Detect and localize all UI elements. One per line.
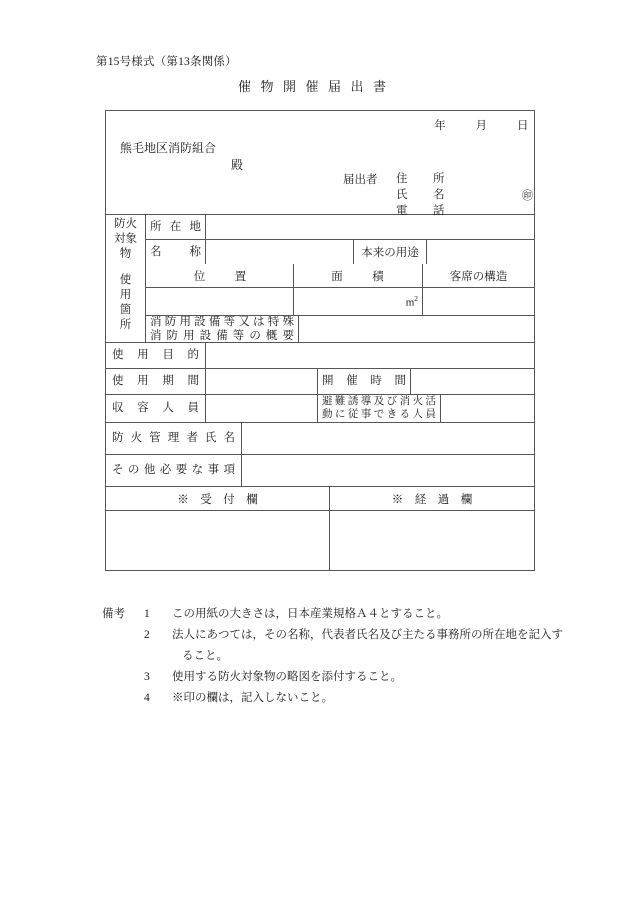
progress-label: ※ 経 過 欄 [391, 493, 473, 506]
date-month: 月 [475, 120, 488, 132]
submitter-name-label: 氏 名 [396, 189, 452, 201]
evacuation-staff-label-line1: 避難誘導及び消火活 [322, 395, 436, 407]
address-block [106, 111, 534, 215]
usage-area-label-line2: 用 [119, 288, 132, 301]
capacity-label-cell [106, 395, 206, 422]
form-number: 第15号様式（第13条関係） [96, 56, 237, 68]
usage-area-block [106, 264, 534, 343]
building-label-line2: 対象 [114, 232, 137, 245]
submitter-phone-label: 電 話 [396, 205, 452, 217]
note-number: 3 [144, 671, 150, 683]
note-number: 1 [144, 608, 150, 620]
evacuation-staff-value[interactable] [441, 395, 534, 422]
other-matters-label: その他必要な事項 [112, 464, 235, 477]
position-header: 位 置 [146, 264, 294, 287]
form-table [105, 110, 535, 571]
building-label-cell [106, 215, 146, 264]
position-value[interactable] [146, 288, 294, 315]
purpose-value[interactable] [206, 343, 534, 368]
usage-area-header-row [146, 264, 534, 288]
organization-suffix: 殿 [231, 158, 244, 172]
note-item [102, 625, 602, 646]
note-item [102, 667, 602, 688]
fire-manager-label: 防火管理者氏名 [112, 432, 235, 445]
note-item [102, 688, 602, 709]
reception-label: ※ 受 付 欄 [106, 487, 330, 510]
area-unit: $m^2$ [405, 294, 418, 309]
organization-name: 熊毛地区消防組合 [120, 141, 217, 155]
building-location-label: 所 在 地 [150, 220, 201, 233]
equipment-label-cell [146, 316, 299, 342]
fire-manager-row [106, 423, 534, 455]
purpose-row [106, 343, 534, 369]
usage-area-label-line3: 箇 [119, 304, 132, 316]
seating-structure-header: 客席の構造 [449, 270, 508, 283]
note-text: ※印の欄は，記入しないこと。 [172, 692, 333, 704]
building-name-label: 名 称 [150, 245, 201, 258]
period-value[interactable] [206, 369, 318, 394]
evacuation-staff-label [318, 396, 440, 421]
purpose-label: 使 用 目 的 [112, 349, 199, 362]
date-line [434, 117, 529, 133]
usage-area-label-line4: 所 [119, 319, 132, 332]
note-text: この用紙の大きさは，日本産業規格Ａ４とすること。 [172, 608, 448, 620]
submitter-label: 届出者 [343, 174, 378, 186]
office-use-header-row [106, 487, 534, 511]
date-year: 年 [434, 120, 447, 132]
notes-section [102, 604, 602, 709]
office-use-body-row [106, 511, 534, 571]
usage-area-label-cell [106, 264, 146, 342]
capacity-row [106, 395, 534, 423]
seal-icon: ㊞ [522, 190, 533, 202]
capacity-label: 収 容 人 員 [112, 402, 199, 415]
area-header: 面 積 [294, 264, 423, 287]
building-label-line1: 防火 [114, 217, 137, 230]
seating-structure-value[interactable] [423, 288, 534, 315]
equipment-row [146, 316, 534, 342]
building-location-value[interactable] [206, 215, 534, 239]
note-number: 4 [144, 692, 150, 704]
usage-area-label [106, 273, 145, 334]
fire-manager-value[interactable] [242, 423, 534, 454]
other-matters-value[interactable] [242, 455, 534, 486]
equipment-label [146, 316, 298, 342]
building-block [106, 215, 534, 264]
original-use-label: 本来の用途 [354, 240, 427, 264]
submitter-fields [396, 171, 452, 219]
original-use-value[interactable] [427, 240, 534, 264]
note-item [102, 604, 602, 625]
equipment-value[interactable] [299, 316, 534, 342]
usage-area-label-line1: 使 [119, 273, 132, 286]
building-name-row [146, 240, 534, 264]
equipment-label-line1: 消防用設備等又は特殊 [150, 316, 294, 328]
capacity-value[interactable] [206, 395, 318, 422]
building-name-label-cell [146, 240, 206, 264]
note-number: 2 [144, 629, 150, 641]
building-location-row [146, 215, 534, 240]
building-location-label-cell [146, 215, 206, 239]
document-title: 催物開催届出書 [238, 79, 396, 94]
note-text: 使用する防火対象物の略図を添付すること。 [172, 671, 402, 683]
event-time-value[interactable] [411, 369, 534, 394]
period-label: 使 用 期 間 [112, 375, 199, 388]
building-label-line3: 物 [119, 248, 132, 261]
evacuation-staff-label-line2: 動に従事できる人員 [322, 408, 436, 420]
note-text: 法人にあつては，その名称，代表者氏名及び主たる事務所の所在地を記入す [172, 629, 563, 641]
reception-value[interactable] [106, 511, 330, 570]
building-label [106, 217, 145, 263]
period-row [106, 369, 534, 395]
event-time-label: 開 催 時 間 [322, 375, 406, 388]
evacuation-staff-label-cell [318, 395, 441, 422]
note-continuation: ること。 [182, 650, 228, 662]
period-label-cell [106, 369, 206, 394]
notes-heading: 備考 [102, 608, 125, 620]
building-name-value[interactable] [206, 240, 354, 264]
event-time-label-cell [318, 369, 411, 394]
progress-value[interactable] [330, 511, 534, 570]
date-day: 日 [517, 120, 529, 132]
usage-area-value-row [146, 288, 534, 316]
fire-manager-label-cell [106, 423, 242, 454]
other-matters-row [106, 455, 534, 487]
other-matters-label-cell [106, 455, 242, 486]
purpose-label-cell [106, 343, 206, 368]
submitter-address-label: 住 所 [396, 173, 452, 185]
area-value-cell[interactable] [294, 288, 423, 315]
equipment-label-line2: 消防用設備等の概要 [150, 330, 294, 342]
